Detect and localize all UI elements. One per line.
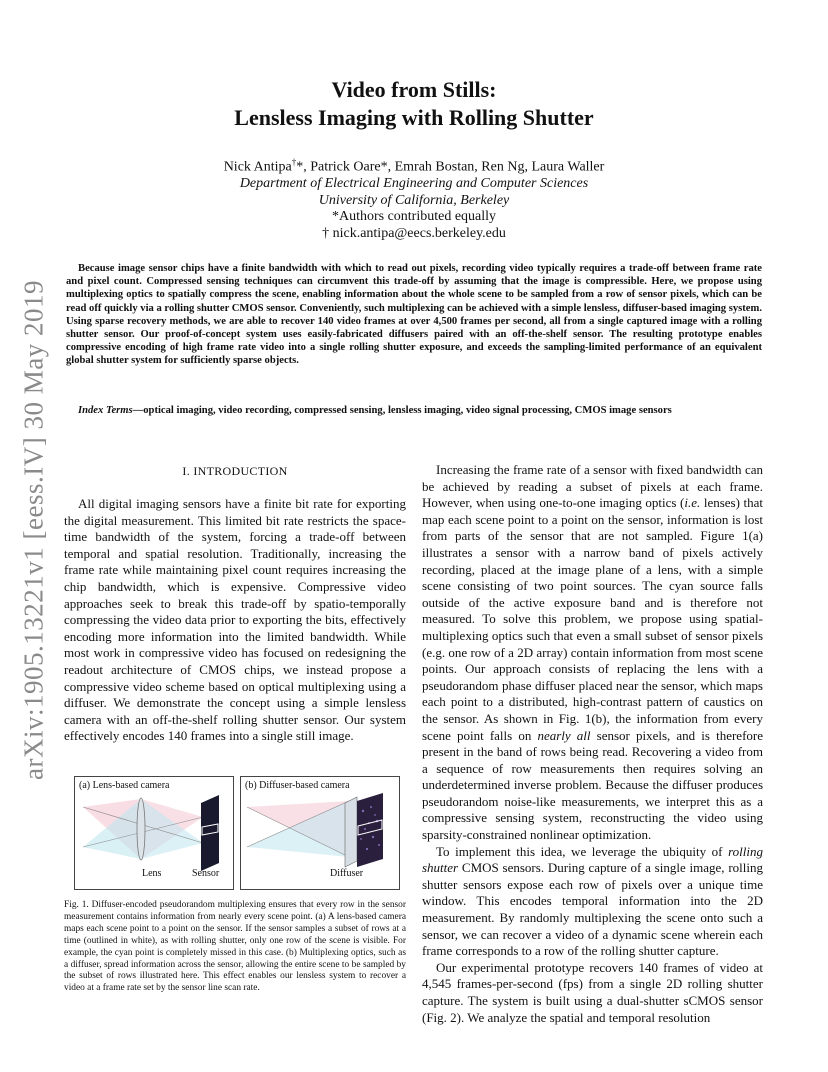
index-terms-label: Index Terms — [78, 405, 133, 416]
author-email: † nick.antipa@eecs.berkeley.edu — [322, 225, 506, 241]
title-line-2: Lensless Imaging with Rolling Shutter — [234, 105, 594, 130]
paper-title — [0, 76, 828, 132]
lens-label: Lens — [142, 868, 162, 879]
right-paragraph-2: To implement this idea, we leverage the ubiquity of rolling shutter CMOS sensors. During capture of a single image, rolling shutter sensors expose each row of pixels over a unique time window. This encodes temporal information into the 2D measurement. By randomly multiplexing the scene onto such a sensor, we can recover a video of a dynamic scene wherein each frame corresponds to a row of the rolling shutter capture. — [422, 843, 763, 959]
right-paragraph-1: Increasing the frame rate of a sensor with fixed bandwidth can be achieved by reading a subset of pixels at each frame. However, when using one-to-one imaging optics (i.e. lenses) that map each scene point to a point on the sensor, information is lost from parts of the sensor that are not sampled. Figure 1(a) illustrates a sensor with a narrow band of pixels actively recording, placed at the image plane of a lens, with a simple scene consisting of two point sources. The cyan source falls outside of the active exposure band and is therefore not measured. To solve this problem, we propose using spatial-multiplexing optics such that even a small subset of sensor pixels (e.g. one row of a 2D array) contain information from most scene points. Our approach consists of replacing the lens with a pseudorandom phase diffuser placed near the sensor, which maps each point to a distributed, high-contrast pattern of caustics on the sensor. As shown in Fig. 1(b), the information from every scene point falls on nearly all sensor pixels, and is therefore present in the band of rows being read. Recovering a video from a sequence of row measurements then requires solving an underdetermined inverse problem. Because the diffuser produces pseudorandom noise-like measurements, we interpret this as a compressive sensing system, reconstructing the video using sparsity-constrained nonlinear optimization. — [422, 462, 764, 843]
abstract-text: Because image sensor chips have a finite bandwidth with which to read out pixels, recording video typically requires a trade-off between frame rate and pixel count. Compressed sensing techniques can circumvent this trade-off by assuming that the image is compressible. Here, we propose using multiplexing optics to spatially compress the scene, enabling information about the whole scene to be sampled from a row of sensor pixels, which can be read off quickly via a rolling shutter CMOS sensor. Conveniently, such multiplexing can be achieved with a simple lensless, diffuser-based imaging system. Using sparse recovery methods, we are able to recover 140 video frames at over 4,500 frames per second, all from a single captured image with a rolling shutter sensor. Our proof-of-concept system uses easily-fabricated diffusers paired with an off-the-shelf sensor. The resulting prototype enables compressive encoding of high frame rate video into a single rolling shutter exposure, and exceeds the sampling-limited performance of an equivalent global shutter system for sufficiently sparse objects. — [66, 263, 762, 367]
section-heading-introduction: I. INTRODUCTION — [182, 464, 288, 478]
author-block — [0, 154, 828, 242]
left-column — [64, 496, 406, 745]
author-university: University of California, Berkeley — [318, 192, 510, 208]
author-equal-note: *Authors contributed equally — [331, 209, 497, 225]
title-line-1: Video from Stills: — [331, 77, 497, 102]
arxiv-id-text: arXiv:1905.13221v1 [eess.IV] 30 May 2019 — [18, 280, 49, 780]
abstract — [66, 262, 762, 368]
author-department: Department of Electrical Engineering and Computer Sciences — [239, 176, 589, 192]
arxiv-sidebar-stamp — [12, 270, 56, 790]
sensor-label: Sensor — [192, 868, 220, 879]
index-terms-text: —optical imaging, video recording, compressed sensing, lensless imaging, video signal processing, CMOS image sensors — [132, 405, 672, 416]
panel-a-label: (a) Lens-based camera — [79, 780, 170, 791]
author-names: Nick Antipa†*, Patrick Oare*, Emrah Bostan, Ren Ng, Laura Waller — [223, 157, 605, 175]
right-column — [422, 462, 763, 1026]
intro-paragraph-1: All digital imaging sensors have a finite bit rate for exporting the digital measurement. This limited bit rate restricts the space-time bandwidth of the system, forcing a trade-off between temporal and spatial resolution. Traditionally, increasing the frame rate while maintaining pixel count requires increasing the chip bandwidth, which is expensive. Compressive video approaches seek to break this trade-off by spatio-temporally compressing the video data prior to exporting the bits, effectively encoding more information into the limited bandwidth. While most work in compressive video has focused on redesigning the readout architecture of CMOS chips, we instead propose a compressive video scheme based on optical multiplexing using a diffuser. We demonstrate the concept using a simple lensless camera with an off-the-shelf rolling shutter sensor. Our system effectively encodes 140 frames into a single still image. — [64, 496, 406, 744]
right-paragraph-3: Our experimental prototype recovers 140 frames of video at 4,545 frames-per-second (fps) from a single 2D rolling shutter capture. The system is built using a dual-shutter sCMOS sensor (Fig. 2). We analyze the spatial and temporal resolution — [422, 959, 763, 1025]
diffuser-label: Diffuser — [330, 868, 364, 879]
figure-panel-diffuser-camera — [240, 776, 400, 890]
dagger-mark: † — [291, 157, 297, 167]
figure-1-caption: Fig. 1. Diffuser-encoded pseudorandom multiplexing ensures that every row in the sensor measurement contains information from nearly every scene point. (a) A lens-based camera maps each scene point to a point on the sensor. If the sensor samples a subset of rows at a time (outlined in white), as with rolling shutter, only one row of the scene is visible. For example, the cyan point is completely missed in this case. (b) Multiplexing optics, such as a diffuser, spread information across the sensor, allowing the entire scene to be sampled by the subset of rows illustrated here. This effect enables our lensless system to recover a video at a frame rate set by the sensor line scan rate. — [64, 900, 406, 994]
panel-b-label: (b) Diffuser-based camera — [245, 780, 350, 791]
diffuser-camera-diagram — [241, 777, 399, 889]
index-terms — [66, 404, 766, 417]
